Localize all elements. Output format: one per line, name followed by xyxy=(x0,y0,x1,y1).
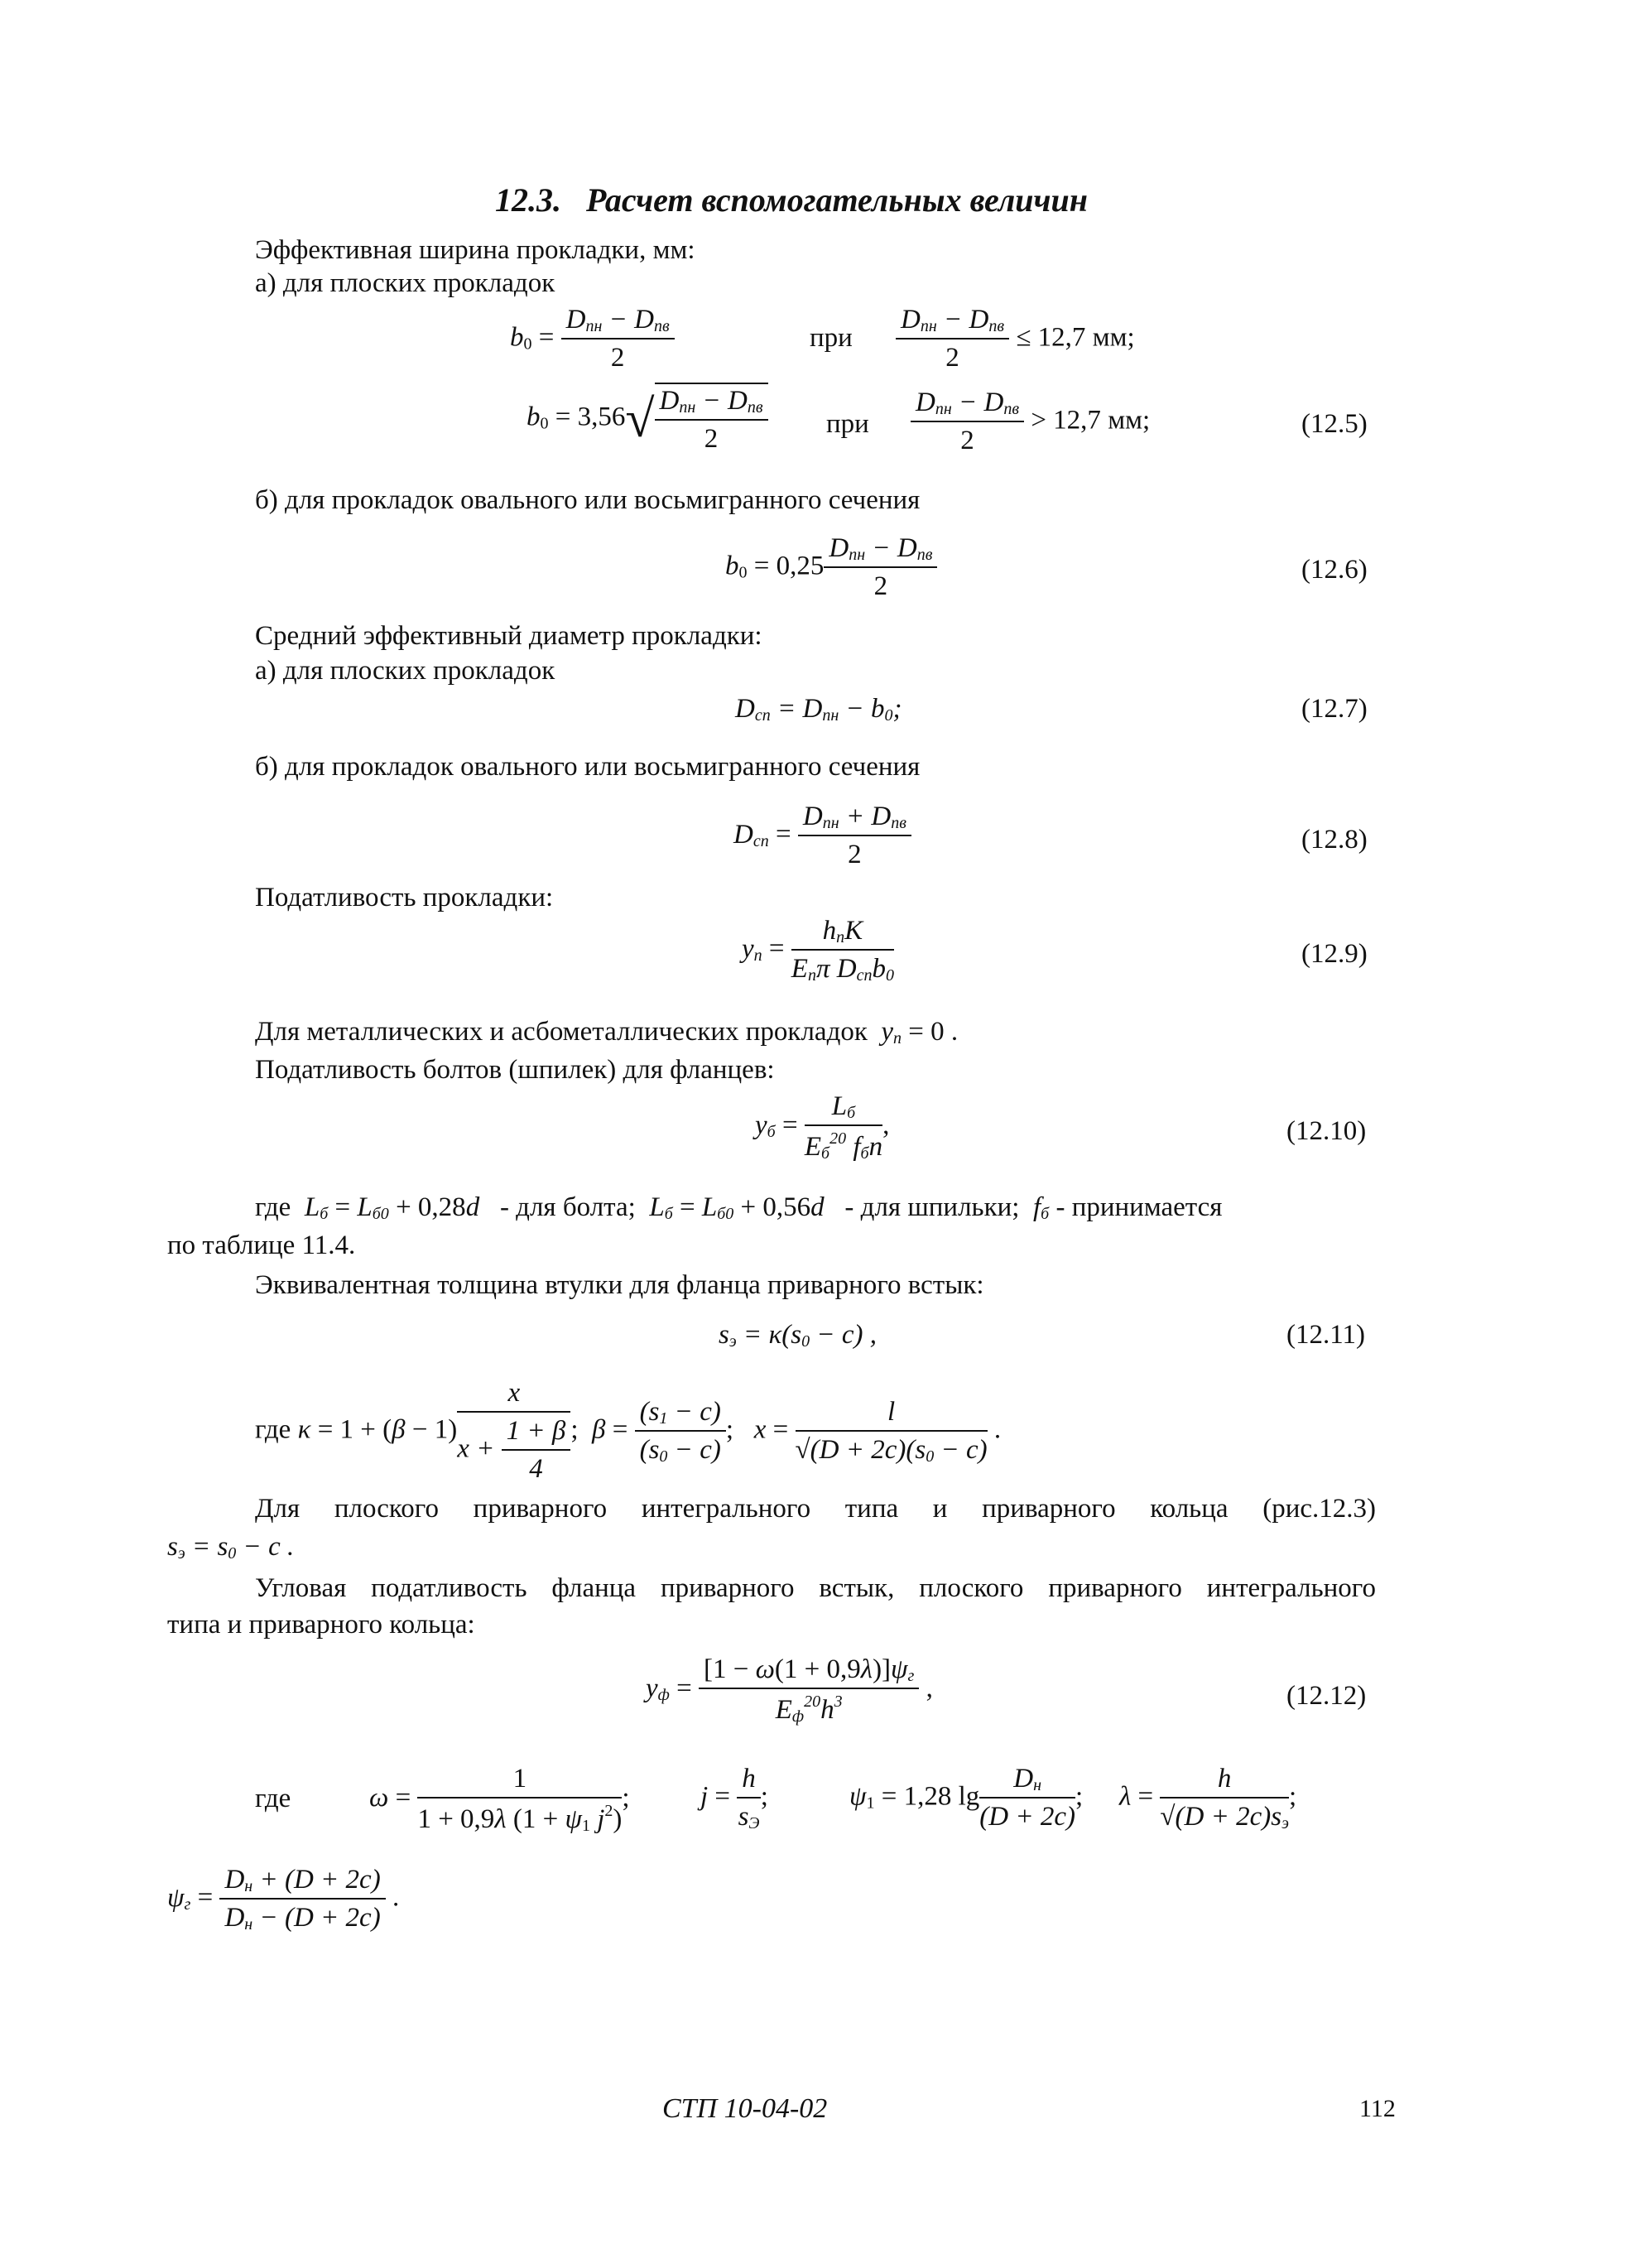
paragraph-equivalent-thickness: Эквивалентная толщина втулки для фланца приварного встык: xyxy=(255,1270,984,1300)
formula-b0-oval: $b_0 = 0,25$ $\frac{D_{пн} - D_{пв}}{2}$ xyxy=(725,533,937,603)
equation-number-12-11: (12.11) xyxy=(1286,1320,1366,1350)
equation-number-12-6: (12.6) xyxy=(1301,555,1368,585)
formula-b0-flat-large: $b_0 = 3,56√$ $\frac{D_{пн} - D_{пв}}{2}$ xyxy=(527,383,768,455)
accepted-text: - принимается xyxy=(1055,1192,1223,1222)
for-bolt-text: - для болта; xyxy=(499,1192,636,1222)
paragraph-by-table: по таблице 11.4. xyxy=(167,1230,356,1260)
paragraph-oval-gaskets: б) для прокладок овального или восьмигранного сечения xyxy=(255,485,921,515)
paragraph-angular-compliance-1: Угловая податливость фланца приварного встык, плоского приварного интегрального xyxy=(255,1573,1376,1603)
paragraph-flat-gaskets: а) для плоских прокладок xyxy=(255,268,555,298)
equation-number-12-9: (12.9) xyxy=(1301,939,1368,969)
formula-yp: $y_п$ = $\frac{h_пK}{E_п\pi D_{сп}b_0}$ xyxy=(742,916,894,985)
equation-number-12-12: (12.12) xyxy=(1286,1681,1367,1711)
condition-large: $\frac{D_{пн} - D_{пв}}{2}$ > 12,7 мм; xyxy=(911,388,1150,457)
for-stud-text: - для шпильки; xyxy=(844,1192,1020,1222)
condition-word-2: при xyxy=(826,409,869,439)
equation-number-12-7: (12.7) xyxy=(1301,694,1368,724)
metal-gaskets-text: Для металлических и асбометаллических прокладок xyxy=(255,1017,868,1047)
where-word-2: где xyxy=(255,1414,291,1445)
section-heading xyxy=(495,181,1088,219)
equation-number-12-8: (12.8) xyxy=(1301,825,1368,855)
formula-j: j = $\frac{h}{s_Э}$ ; xyxy=(700,1764,768,1832)
paragraph-angular-compliance-2: типа и приварного кольца: xyxy=(167,1610,475,1640)
formula-omega: ω = $\frac{1}{1 + 0,9\lambda (1 + \psi_1 j^2)}$ ; xyxy=(369,1764,630,1835)
formula-b0-flat-small: $b_0$ = $\frac{D_{пн} - D_{пв}}{2}$ xyxy=(510,305,675,374)
formula-se-flat: $s_э = s_0 - c$ . xyxy=(167,1532,295,1563)
unit-mm-2: мм xyxy=(1108,405,1142,436)
paragraph-metal-gaskets: Для металлических и асбометаллических прокладок $y_п = 0$ . xyxy=(255,1017,959,1047)
formula-kappa-beta-x: где κ = 1 + (β − 1) x x + $\frac{1 + \beta}{4}$ ; β = $\frac{(s_1 - c)}{(s_0 - c)}$ ; x = $\frac{l}{√(D + 2c)(s_0 - c)}$ . xyxy=(255,1378,1002,1484)
footer-page-number: 112 xyxy=(1359,2095,1396,2122)
formula-se: $s_э = \kappa(s_0 - c)$ , xyxy=(719,1320,878,1351)
where-word-3: где xyxy=(255,1784,291,1813)
formula-lambda: λ = $\frac{h}{√(D + 2c)s_э}$ ; xyxy=(1119,1764,1297,1832)
unit-mm-1: мм xyxy=(1092,322,1128,353)
formula-dsp-oval: $D_{сп}$ = $\frac{D_{пн} + D_{пв}}{2}$ xyxy=(733,802,911,871)
paragraph-where-bolt: где $L_б = L_{б0} + 0,28d$ - для болта; $L_б = L_{б0} + 0,56d$ - для шпильки; $f_б$ - принимается xyxy=(255,1192,1223,1223)
formula-yf: $y_ф$ = $\frac{[1 - \omega(1 + 0,9\lambda)]\psi_г}{E_ф^{20}h^3}$ , xyxy=(646,1654,933,1726)
paragraph-bolt-compliance: Податливость болтов (шпилек) для фланцев: xyxy=(255,1055,775,1085)
where-word-1: где xyxy=(255,1192,291,1222)
condition-small: $\frac{D_{пн} - D_{пв}}{2}$ ≤ 12,7 мм; xyxy=(896,305,1135,374)
equation-number-12-5: (12.5) xyxy=(1301,409,1368,439)
section-title: Расчет вспомогательных величин xyxy=(586,181,1088,219)
paragraph-oval-gaskets-2: б) для прокладок овального или восьмигранного сечения xyxy=(255,752,921,782)
formula-psi1: $\psi_1 = 1,28$ lg $\frac{D_н}{(D + 2c)}$ ; xyxy=(849,1764,1084,1832)
paragraph-flat-welded: Для плоского приварного интегрального типа и приварного кольца (рис.12.3) xyxy=(255,1494,1376,1524)
condition-word-1: при xyxy=(810,323,853,353)
equation-number-12-10: (12.10) xyxy=(1286,1116,1367,1146)
paragraph-gasket-compliance: Податливость прокладки: xyxy=(255,883,554,912)
footer-doc-code: СТП 10-04-02 xyxy=(662,2093,828,2124)
formula-psi-g: $\psi_г$ = $\frac{D_н + (D + 2c)}{D_н - (D + 2c)}$ . xyxy=(167,1865,400,1933)
section-number: 12.3. xyxy=(495,181,561,219)
formula-yb: $y_б$ = $\frac{L_б}{E_б^{20} f_бn}$ , xyxy=(755,1091,890,1163)
formula-dsp-flat: $D_{сп} = D_{пн} - b_0$; xyxy=(735,694,902,725)
paragraph-effective-width: Эффективная ширина прокладки, мм: xyxy=(255,235,695,265)
paragraph-mean-diameter: Средний эффективный диаметр прокладки: xyxy=(255,621,762,651)
paragraph-flat-gaskets-2: а) для плоских прокладок xyxy=(255,656,555,686)
